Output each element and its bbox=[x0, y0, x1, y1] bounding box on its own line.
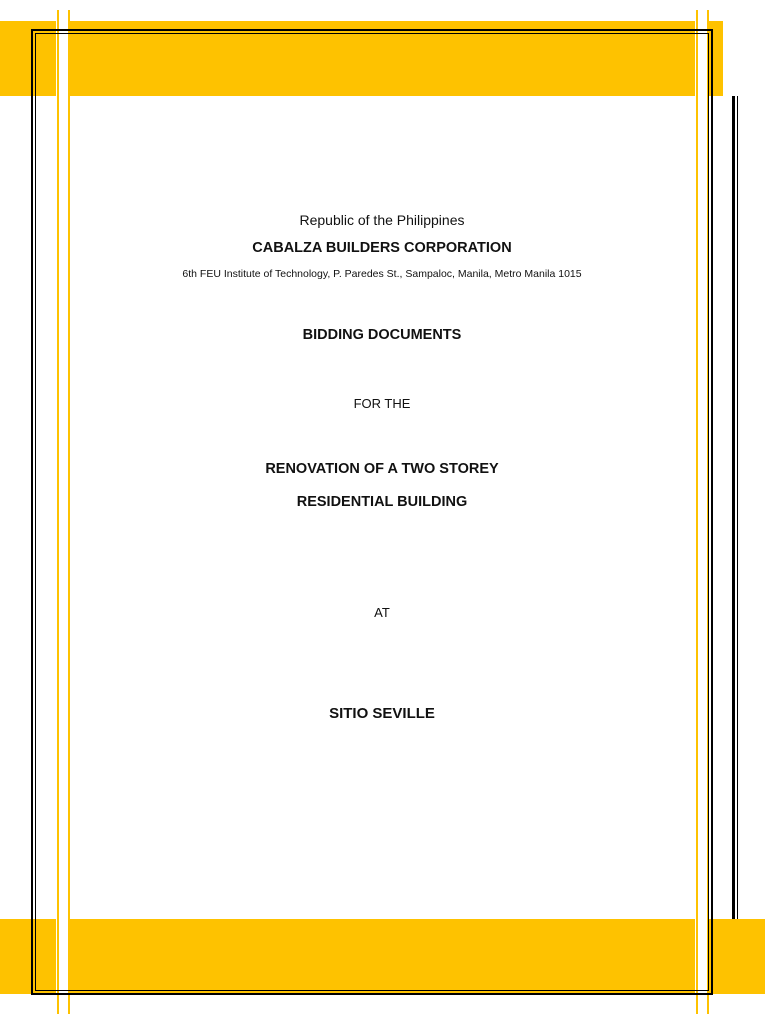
right-border-thin-line bbox=[737, 96, 738, 919]
project-location: SITIO SEVILLE bbox=[329, 705, 435, 722]
for-the-text: FOR THE bbox=[353, 396, 411, 411]
at-text: AT bbox=[374, 605, 390, 620]
company-address: 6th FEU Institute of Technology, P. Paredes St., Sampaloc, Manila, Metro Manila 1015 bbox=[182, 268, 582, 280]
right-border-line bbox=[732, 96, 735, 919]
project-title-line-1: RENOVATION OF A TWO STOREY bbox=[265, 461, 499, 477]
document-title: BIDDING DOCUMENTS bbox=[302, 327, 462, 343]
project-title-line-2: RESIDENTIAL BUILDING bbox=[296, 494, 468, 510]
cover-content bbox=[70, 0, 694, 1024]
country-heading: Republic of the Philippines bbox=[299, 212, 465, 228]
company-name: CABALZA BUILDERS CORPORATION bbox=[252, 240, 512, 256]
